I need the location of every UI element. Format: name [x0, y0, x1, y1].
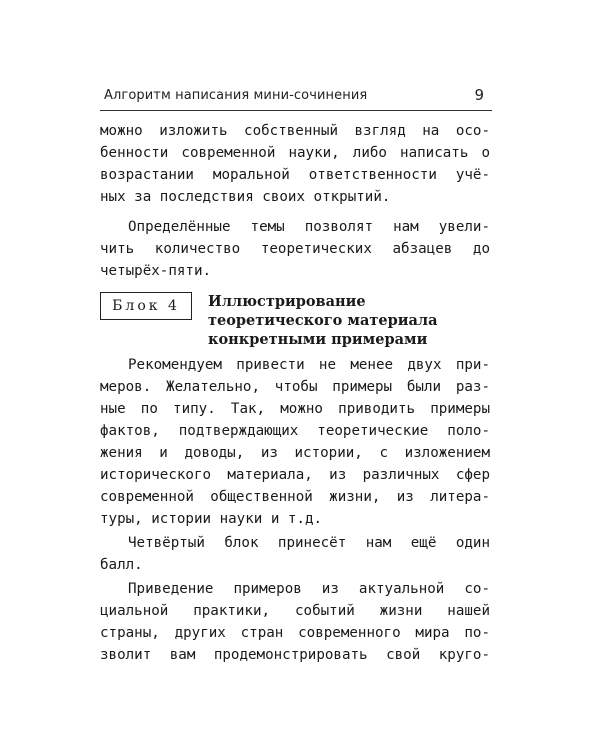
text-line: страны, других стран современного мира по- — [100, 625, 490, 641]
block-heading — [100, 292, 492, 352]
paragraph — [100, 120, 490, 208]
block-title — [208, 292, 498, 349]
paragraph — [100, 354, 490, 530]
body-text — [100, 354, 490, 666]
text-line: меров. Желательно, чтобы примеры были раз- — [100, 379, 490, 395]
block-title-line: Иллюстрирование — [208, 293, 366, 310]
text-line: бенности современной науки, либо написать о — [100, 145, 490, 161]
text-line: чить количество теоретических абзацев до — [100, 241, 490, 257]
paragraph — [100, 578, 490, 666]
text-line: Четвёртый блок принесёт нам ещё один — [128, 535, 490, 551]
paragraph — [100, 532, 490, 576]
text-line: ных за последствия своих открытий. — [100, 189, 391, 205]
text-line: можно изложить собственный взгляд на осо- — [100, 123, 490, 139]
text-line: исторического материала, из различных сфер — [100, 467, 490, 483]
block-title-line: теоретического материала — [208, 312, 438, 329]
running-header-title: Алгоритм написания мини-сочинения — [104, 88, 368, 103]
text-line: современной общественной жизни, из литера- — [100, 489, 490, 505]
text-line: возрастании моральной ответственности учё- — [100, 167, 490, 183]
running-header — [100, 88, 492, 110]
text-line: ные по типу. Так, можно приводить примеры — [100, 401, 490, 417]
intro-text — [100, 120, 490, 282]
block-title-line: конкретными примерами — [208, 331, 428, 348]
header-rule — [100, 110, 492, 111]
text-line: циальной практики, событий жизни нашей — [100, 603, 490, 619]
page-number: 9 — [474, 86, 484, 104]
text-line: фактов, подтверждающих теоретические поло- — [100, 423, 490, 439]
text-line: Рекомендуем привести не менее двух при- — [128, 357, 490, 373]
text-line: балл. — [100, 557, 143, 573]
text-line: жения и доводы, из истории, с изложением — [100, 445, 490, 461]
text-line: четырёх-пяти. — [100, 263, 212, 279]
block-label: Блок 4 — [100, 292, 192, 320]
text-line: Определённые темы позволят нам увели- — [128, 219, 490, 235]
paragraph — [100, 216, 490, 282]
text-line: зволит вам продемонстрировать свой круго- — [100, 647, 490, 663]
text-line: Приведение примеров из актуальной со- — [128, 581, 490, 597]
text-line: туры, истории науки и т.д. — [100, 511, 323, 527]
